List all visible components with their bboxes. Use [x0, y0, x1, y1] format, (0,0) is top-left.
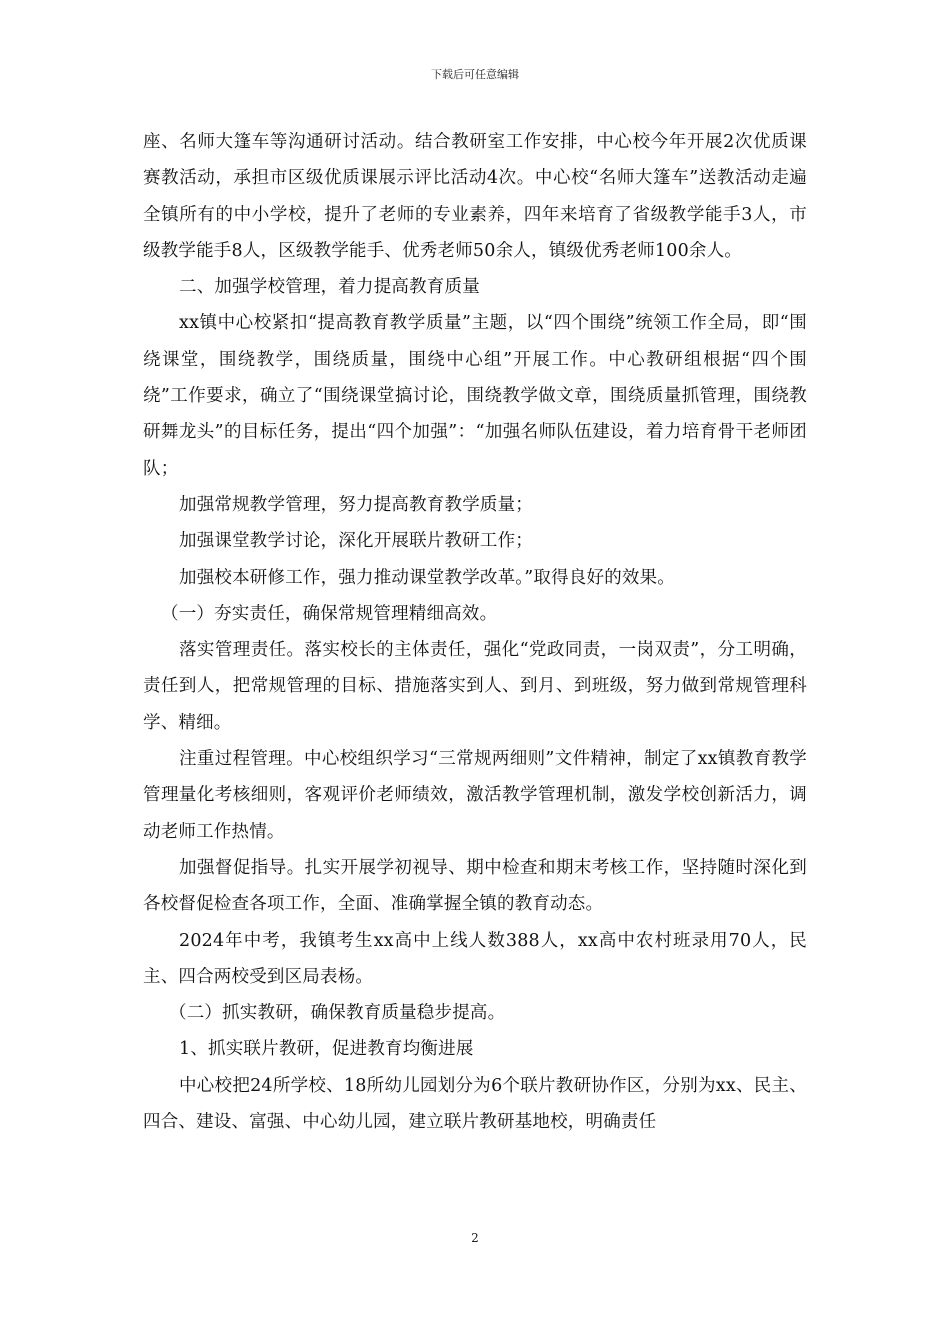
paragraph-8: 落实管理责任。落实校长的主体责任，强化“党政同责，一岗双责”，分工明确，责任到人，把常规管理的目标、措施落实到人、到月、到班级，努力做到常规管理科学、精细。 [143, 640, 807, 733]
paragraph-10: 加强督促指导。扎实开展学初视导、期中检查和期末考核工作，坚持随时深化到各校督促检查各项工作，全面、准确掌握全镇的教育动态。 [143, 857, 807, 915]
page-number: 2 [471, 1231, 479, 1245]
paragraph-14: 中心校把24所学校、18所幼儿园划分为6个联片教研协作区，分别为xx、民主、四合、建设、富强、中心幼儿园，建立联片教研基地校，明确责任 [143, 1075, 807, 1133]
paragraph-6: 加强校本研修工作，强力推动课堂教学改革。”取得良好的效果。 [179, 567, 675, 588]
item-heading-1: 1、抓实联片教研，促进教育均衡进展 [179, 1039, 474, 1060]
page-header: 下载后可任意编辑 [431, 68, 519, 81]
subsection-heading-1: （一）夯实责任，确保常规管理精细高效。 [161, 603, 498, 624]
paragraph-1: 座、名师大篷车等沟通研讨活动。结合教研室工作安排，中心校今年开展2次优质课赛教活动，承担市区级优质课展示评比活动4次。中心校“名师大篷车”送教活动走遍全镇所有的中小学校，提升了老师的专业素养，四年来培育了省级教学能手3人，市级教学能手8人，区级教学能手、优秀老师50余人，镇级优秀老师100余人。 [143, 132, 807, 261]
paragraph-4: 加强常规教学管理，努力提高教育教学质量； [179, 494, 533, 515]
paragraph-11: 2024年中考，我镇考生xx高中上线人数388人，xx高中农村班录用70人，民主、四合两校受到区局表杨。 [143, 930, 807, 987]
paragraph-9: 注重过程管理。中心校组织学习“三常规两细则”文件精神，制定了xx镇教育教学管理量化考核细则，客观评价老师绩效，激活教学管理机制，激发学校创新活力，调动老师工作热情。 [143, 749, 807, 842]
section-heading-2: 二、加强学校管理，着力提高教育质量 [179, 277, 480, 298]
paragraph-3: xx镇中心校紧扣“提高教育教学质量”主题，以“四个围绕”统领工作全局，即“围绕课堂，围绕教学，围绕质量，围绕中心组”开展工作。中心教研组根据“四个围绕”工作要求，确立了“围绕课堂搞讨论，围绕教学做文章，围绕质量抓管理，围绕教研舞龙头”的目标任务，提出“四个加强”：“加强名师队伍建设，着力培育骨干老师团队； [143, 313, 807, 479]
document-body [143, 124, 807, 1140]
subsection-heading-2: （二）抓实教研，确保教育质量稳步提高。 [169, 1003, 506, 1024]
paragraph-5: 加强课堂教学讨论，深化开展联片教研工作； [179, 531, 533, 552]
